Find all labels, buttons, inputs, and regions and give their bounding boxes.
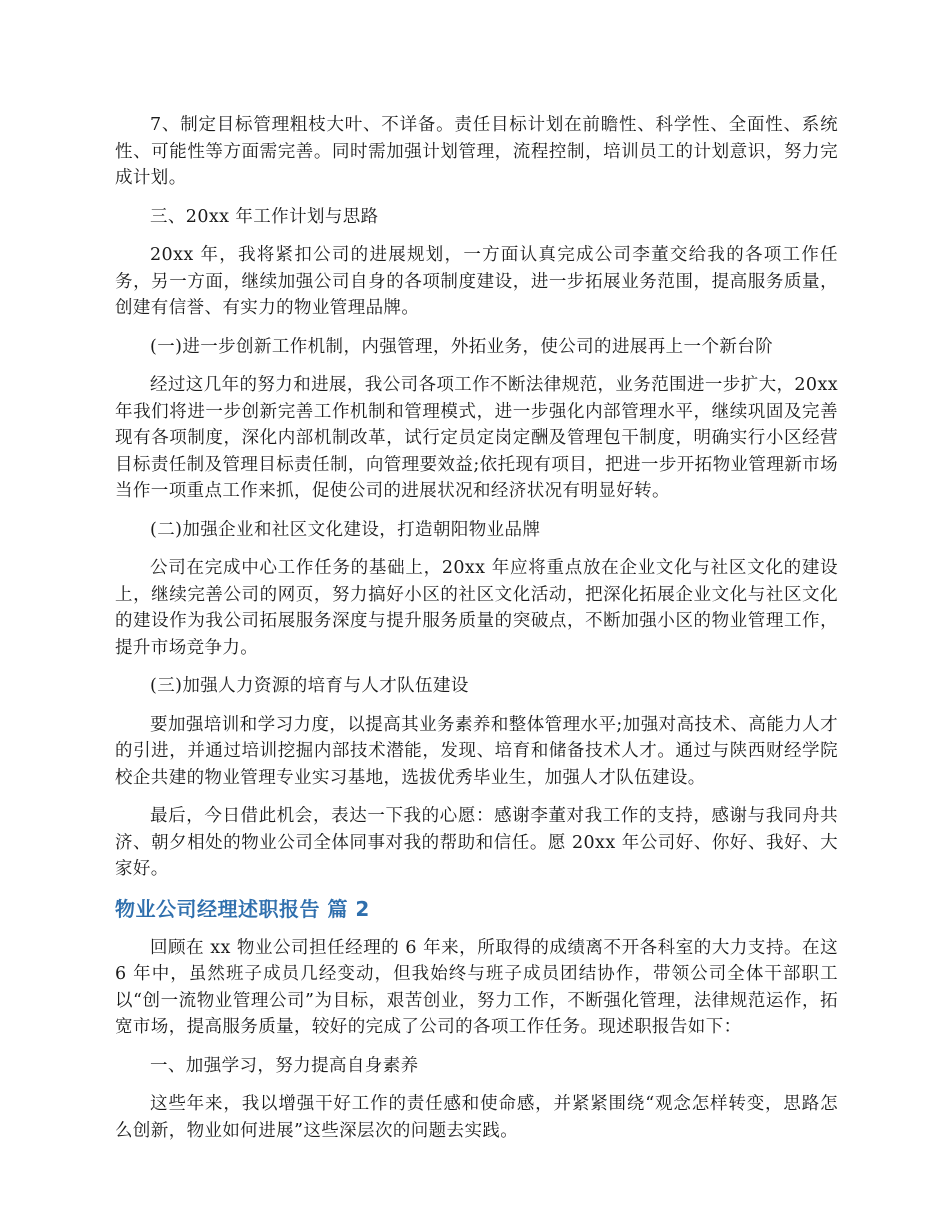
- subsection-1-title: (一)进一步创新工作机制，内强管理，外拓业务，使公司的进展再上一个新台阶: [150, 336, 774, 357]
- paragraph-item-7: 7、制定目标管理粗枝大叶、不详备。责任目标计划在前瞻性、科学性、全面性、系统性、可能性等方面需完善。同时需加强计划管理，流程控制，培训员工的计划意识，努力完成计划。: [115, 115, 838, 188]
- paragraph-plan-intro: 20xx 年，我将紧扣公司的进展规划，一方面认真完成公司李董交给我的各项工作任务，另一方面，继续加强公司自身的各项制度建设，进一步拓展业务范围，提高服务质量，创建有信誉、有实力的物业管理品牌。: [115, 245, 838, 318]
- paragraph-section-1: 这些年来，我以增强干好工作的责任感和使命感，并紧紧围绕“观念怎样转变，思路怎么创新，物业如何进展”这些深层次的问题去实践。: [115, 1094, 838, 1141]
- subsection-3-title: (三)加强人力资源的培育与人才队伍建设: [150, 676, 469, 696]
- report-2-heading: 物业公司经理述职报告 篇 2: [115, 896, 370, 921]
- paragraph-subsection-3: 要加强培训和学习力度，以提高其业务素养和整体管理水平;加强对高技术、高能力人才的引进，并通过培训挖掘内部技术潜能，发现、培育和储备技术人才。通过与陕西财经学院校企共建的物业管理专业实习基地，选拔优秀毕业生，加强人才队伍建设。: [115, 714, 838, 788]
- section-1-title: 一、加强学习，努力提高自身素养: [150, 1055, 419, 1076]
- paragraph-report-2-intro: 回顾在 xx 物业公司担任经理的 6 年来，所取得的成绩离不开各科室的大力支持。在这 6 年中，虽然班子成员几经变动，但我始终与班子成员团结协作，带领公司全体干部职工以“创一流物业管理公司”为目标，艰苦创业，努力工作，不断强化管理，法律规范运作，拓宽市场，提高服务质量，较好的完成了公司的各项工作任务。现述职报告如下：: [115, 937, 838, 1037]
- paragraph-closing: 最后，今日借此机会，表达一下我的心愿：感谢李董对我工作的支持，感谢与我同舟共济、朝夕相处的物业公司全体同事对我的帮助和信任。愿 20xx 年公司好、你好、我好、大家好。: [115, 806, 838, 879]
- paragraph-subsection-1: 经过这几年的努力和进展，我公司各项工作不断法律规范，业务范围进一步扩大，20xx 年我们将进一步创新完善工作机制和管理模式，进一步强化内部管理水平，继续巩固及完善现有各项制度，深化内部机制改革，试行定员定岗定酬及管理包干制度，明确实行小区经营目标责任制及管理目标责任制，向管理要效益;依托现有项目，把进一步开拓物业管理新市场当作一项重点工作来抓，促使公司的进展状况和经济状况有明显好转。: [115, 375, 839, 501]
- section-3-title: 三、20xx 年工作计划与思路: [150, 206, 379, 227]
- subsection-2-title: (二)加强企业和社区文化建设，打造朝阳物业品牌: [150, 519, 541, 540]
- paragraph-subsection-2: 公司在完成中心工作任务的基础上，20xx 年应将重点放在企业文化与社区文化的建设上，继续完善公司的网页，努力搞好小区的社区文化活动，把深化拓展企业文化与社区文化的建设作为我公司拓展服务深度与提升服务质量的突破点，不断加强小区的物业管理工作，提升市场竞争力。: [115, 558, 838, 658]
